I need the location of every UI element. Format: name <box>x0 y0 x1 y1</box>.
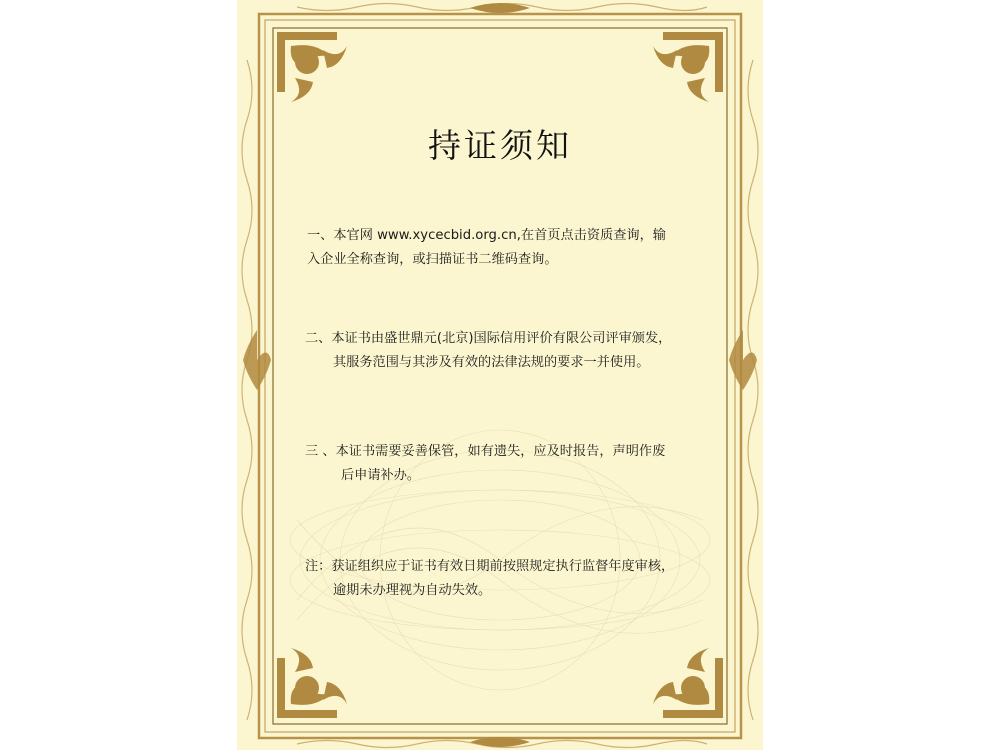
side-ornaments <box>243 3 757 747</box>
notice-line: 入企业全称查询，或扫描证书二维码查询。 <box>307 252 558 267</box>
vine-border <box>242 4 758 748</box>
notice-line: 二、本证书由盛世鼎元(北京)国际信用评价有限公司评审颁发， <box>305 331 672 346</box>
notice-line: 其服务范围与其涉及有效的法律法规的要求一并使用。 <box>333 355 650 370</box>
page-title: 持证须知 <box>428 126 572 165</box>
ornamental-frame <box>237 0 763 750</box>
notice-line: 注：获证组织应于证书有效日期前按照规定执行监督年度审核， <box>305 559 675 574</box>
notice-line: 后申请补办。 <box>341 468 421 483</box>
notice-line: 一、本官网 www.xycecbid.org.cn,在首页点击资质查询，输 <box>307 228 666 243</box>
notice-line: 逾期未办理视为自动失效。 <box>333 583 492 598</box>
notice-line: 三 、本证书需要妥善保管，如有遗失，应及时报告，声明作废 <box>305 444 666 459</box>
certificate-page <box>237 0 763 750</box>
